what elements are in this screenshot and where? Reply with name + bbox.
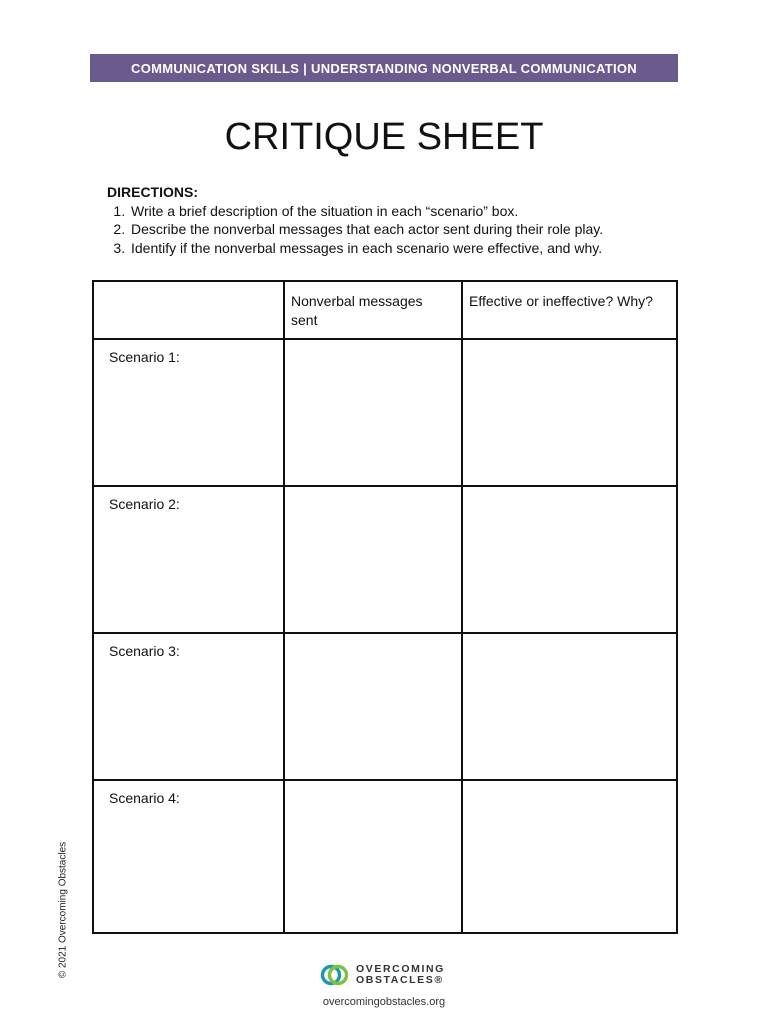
header-row xyxy=(93,281,677,339)
header-cell-blank xyxy=(93,281,284,339)
directions-list xyxy=(107,202,707,258)
scenario-4-effective-cell[interactable] xyxy=(462,780,677,933)
directions xyxy=(107,183,707,257)
direction-item-2: 2. Describe the nonverbal messages that each actor sent during their role play. xyxy=(129,220,707,239)
table-row xyxy=(93,780,677,933)
scenario-2-nonverbal-cell[interactable] xyxy=(284,486,462,633)
directions-label: DIRECTIONS: xyxy=(107,184,198,200)
scenario-1-effective-cell[interactable] xyxy=(462,339,677,486)
website-link[interactable]: overcomingobstacles.org xyxy=(322,996,446,1008)
scenario-2-effective-cell[interactable] xyxy=(462,486,677,633)
header-nonverbal-messages: Nonverbal messages sent xyxy=(284,281,462,339)
logo-rings-icon xyxy=(320,962,350,988)
scenario-4-nonverbal-cell[interactable] xyxy=(284,780,462,933)
direction-item-1: 1. Write a brief description of the situation in each “scenario” box. xyxy=(129,202,707,221)
scenario-3-label: Scenario 3: xyxy=(93,633,284,780)
logo-wordmark xyxy=(356,964,445,986)
scenario-3-effective-cell[interactable] xyxy=(462,633,677,780)
overcoming-obstacles-logo xyxy=(320,962,445,988)
header-effectiveness: Effective or ineffective? Why? xyxy=(462,281,677,339)
scenario-3-nonverbal-cell[interactable] xyxy=(284,633,462,780)
scenario-4-label: Scenario 4: xyxy=(93,780,284,933)
section-banner: COMMUNICATION SKILLS | UNDERSTANDING NONVERBAL COMMUNICATION xyxy=(90,54,678,82)
table-row xyxy=(93,339,677,486)
scenario-1-label: Scenario 1: xyxy=(93,339,284,486)
page-title: CRITIQUE SHEET xyxy=(224,116,544,158)
scenario-1-nonverbal-cell[interactable] xyxy=(284,339,462,486)
table-row xyxy=(93,486,677,633)
scenario-2-label: Scenario 2: xyxy=(93,486,284,633)
table-row xyxy=(93,633,677,780)
copyright-notice: © 2021 Overcoming Obstacles xyxy=(57,841,69,979)
logo-line-1: OVERCOMING xyxy=(356,963,445,975)
logo-line-2: OBSTACLES® xyxy=(356,974,444,986)
critique-table xyxy=(92,280,678,934)
direction-item-3: 3. Identify if the nonverbal messages in each scenario were effective, and why. xyxy=(129,239,707,258)
